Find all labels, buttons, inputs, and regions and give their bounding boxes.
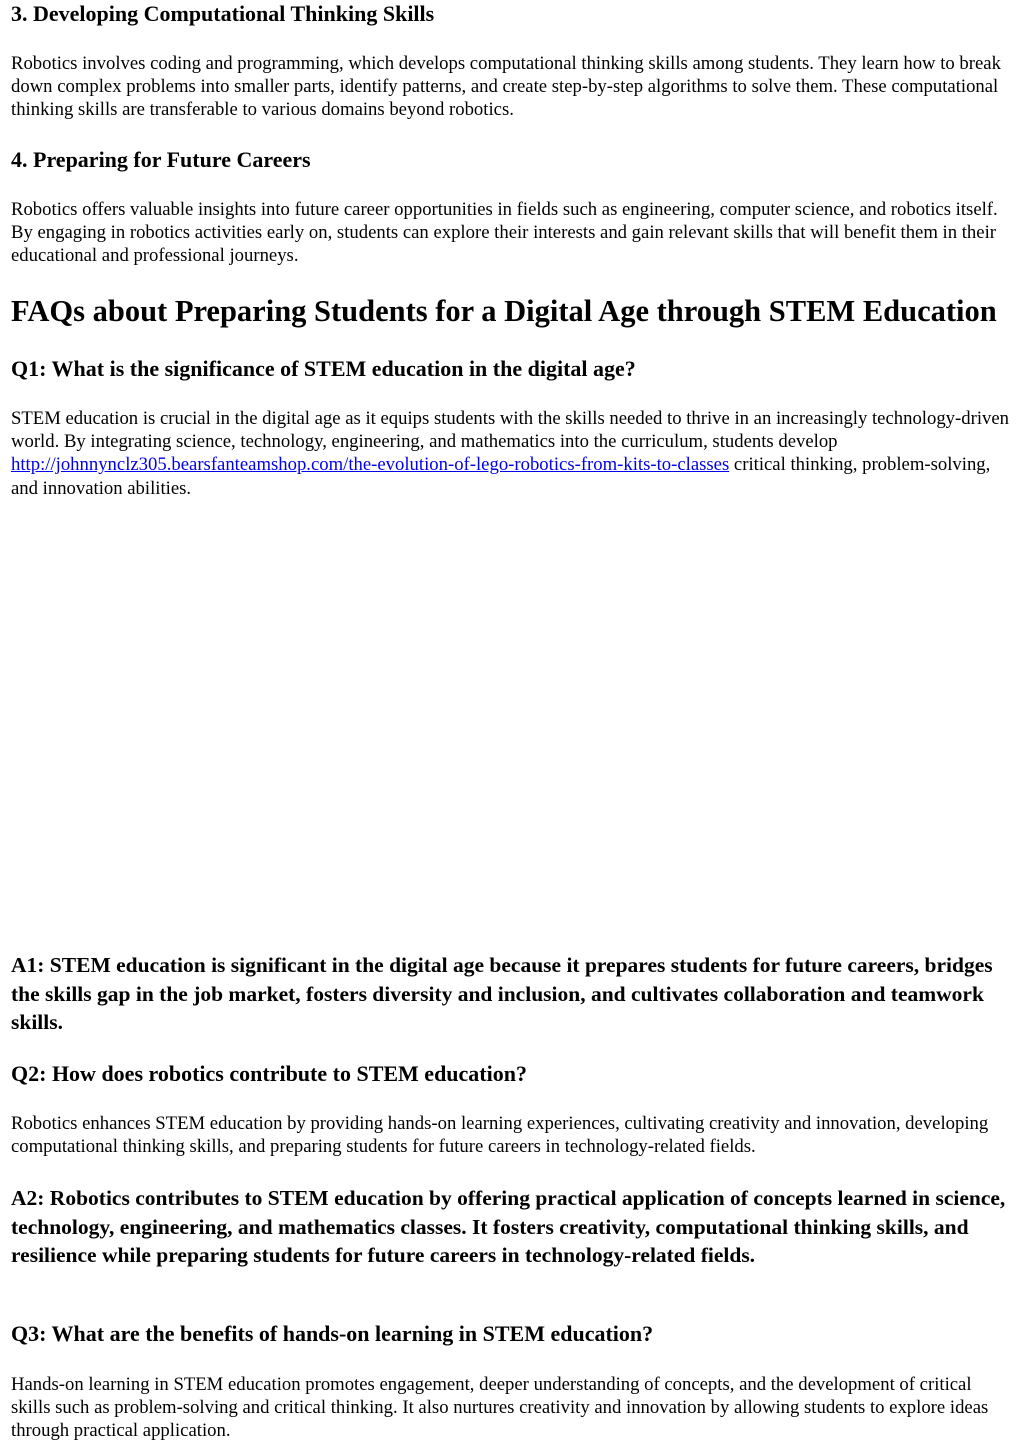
faq-paragraph-1 xyxy=(11,407,1014,500)
faq-question-1: Q1: What is the significance of STEM education in the digital age? xyxy=(11,356,636,381)
robotics-article-link[interactable]: http://johnnynclz305.bearsfanteamshop.com/the-evolution-of-lego-robotics-from-kits-to-classes xyxy=(11,454,730,476)
faq-answer-1: A1: STEM education is significant in the digital age because it prepares students for future careers, bridges the skills gap in the job market, fosters diversity and inclusion, and cultivates collaboration and teamwork skills. xyxy=(11,953,993,1034)
faq-paragraph-1-text-end: critical thinking, problem-solving, and innovation abilities. xyxy=(11,454,991,499)
faq-title: FAQs about Preparing Students for a Digital Age through STEM Education xyxy=(11,294,997,328)
section-paragraph-computational-thinking: Robotics involves coding and programming, which develops computational thinking skills among students. They learn how to break down complex problems into smaller parts, identify patterns, and create step-by-step algorithms to solve them. These computational thinking skills are transferable to various domains beyond robotics. xyxy=(11,53,1001,121)
section-heading-computational-thinking: 3. Developing Computational Thinking Skills xyxy=(11,1,435,26)
faq-answer-2: A2: Robotics contributes to STEM education by offering practical application of concepts learned in science, technology, engineering, and mathematics classes. It fosters creativity, computational thinking skills, and resilience while preparing students for future careers in technology-related fields. xyxy=(11,1186,1006,1267)
faq-paragraph-2: Robotics enhances STEM education by providing hands-on learning experiences, cultivating creativity and innovation, developing computational thinking skills, and preparing students for future careers in technology-related fields. xyxy=(11,1113,989,1158)
faq-paragraph-3: Hands-on learning in STEM education promotes engagement, deeper understanding of concepts, and the development of critical skills such as problem-solving and critical thinking. It also nurtures creativity and innovation by allowing students to explore ideas through practical application. xyxy=(11,1374,989,1442)
faq-question-2: Q2: How does robotics contribute to STEM education? xyxy=(11,1061,527,1086)
section-paragraph-future-careers: Robotics offers valuable insights into future career opportunities in fields such as engineering, computer science, and robotics itself. By engaging in robotics activities early on, students can explore their interests and gain relevant skills that will benefit them in their educational and professional journeys. xyxy=(11,199,998,267)
section-heading-future-careers: 4. Preparing for Future Careers xyxy=(11,147,311,172)
faq-paragraph-1-text-start: STEM education is crucial in the digital age as it equips students with the skills needed to thrive in an increasingly technology-driven world. By integrating science, technology, engineering, and mathematics into the curriculum, students develop xyxy=(11,408,1009,453)
faq-question-3: Q3: What are the benefits of hands-on learning in STEM education? xyxy=(11,1321,654,1346)
